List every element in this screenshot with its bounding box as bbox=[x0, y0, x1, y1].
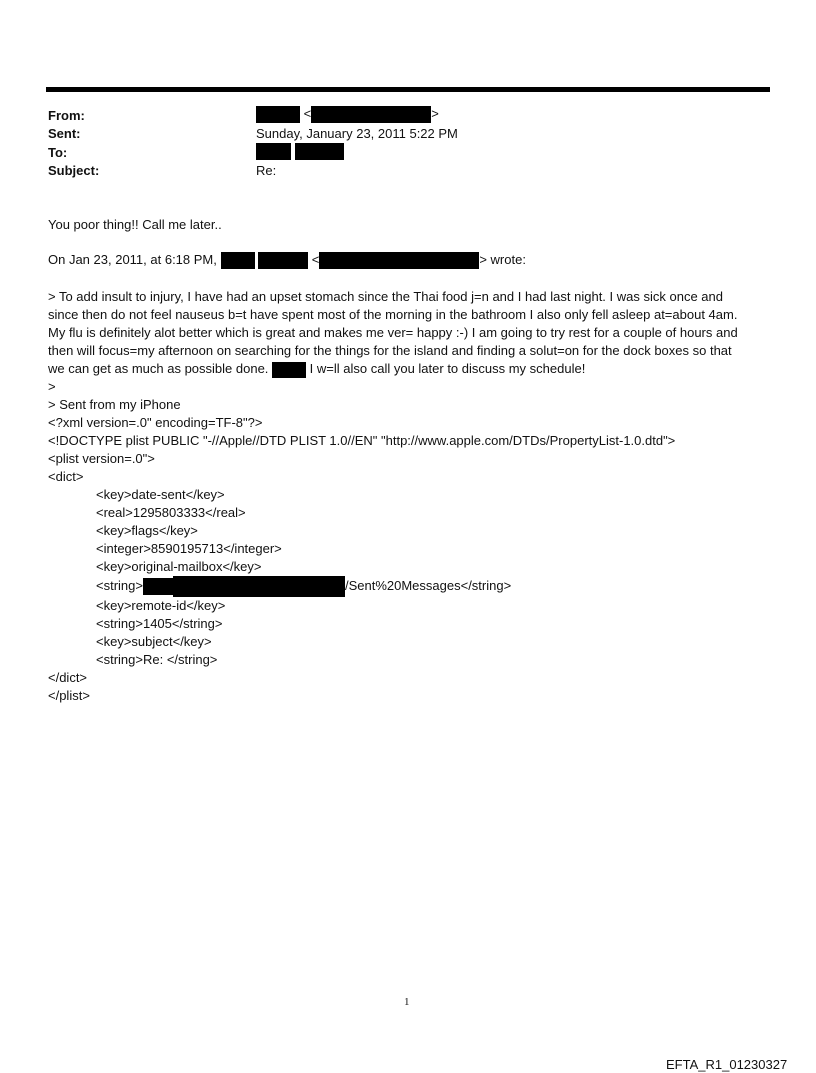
redaction-block bbox=[173, 576, 345, 597]
quote-line: we can get as much as possible done. bbox=[48, 361, 269, 376]
redaction-block bbox=[143, 578, 173, 595]
subject-label: Subject: bbox=[48, 163, 100, 178]
dict-line: <key>original-mailbox</key> bbox=[96, 559, 262, 574]
quote-line-5 bbox=[48, 360, 772, 378]
redaction-block bbox=[272, 362, 306, 378]
redaction-block bbox=[258, 252, 308, 269]
dict-close: </dict> bbox=[48, 670, 88, 685]
dict-line: /Sent%20Messages</string> bbox=[344, 577, 512, 593]
quote-line: > To add insult to injury, I have had an upset stomach since the Thai food j=n and I had last night. I was sick once and bbox=[48, 289, 723, 304]
doctype-line: <!DOCTYPE plist PUBLIC "-//Apple//DTD PLIST 1.0//EN" "http://www.apple.com/DTDs/PropertyList-1.0.dtd"> bbox=[48, 433, 676, 448]
to-label: To: bbox=[48, 145, 68, 160]
dict-line: <key>remote-id</key> bbox=[96, 598, 226, 613]
quote-line: I w=ll also call you later to discuss my schedule! bbox=[309, 361, 586, 376]
dict-line: <key>subject</key> bbox=[96, 634, 212, 649]
dict-line: <string>Re: </string> bbox=[96, 652, 218, 667]
redaction-block bbox=[256, 106, 300, 123]
dict-line: <key>date-sent</key> bbox=[96, 487, 225, 502]
subject-value: Re: bbox=[256, 163, 277, 178]
sent-value: Sunday, January 23, 2011 5:22 PM bbox=[256, 126, 458, 141]
quote-line: since then do not feel nauseus b=t have spent most of the morning in the bathroom I also only fell asleep at=about 4am. bbox=[48, 307, 738, 322]
from-lt: < bbox=[303, 106, 312, 121]
quote-line: My flu is definitely alot better which is great and makes me ver= happy :-) I am going to try rest for a couple of hours and bbox=[48, 325, 738, 340]
from-label: From: bbox=[48, 108, 85, 123]
plist-open: <plist version=.0"> bbox=[48, 451, 155, 466]
redaction-block bbox=[295, 143, 344, 160]
redaction-block bbox=[256, 143, 291, 160]
bates-number: EFTA_R1_01230327 bbox=[666, 1057, 788, 1072]
dict-line: <real>1295803333</real> bbox=[96, 505, 246, 520]
reply-text: You poor thing!! Call me later.. bbox=[48, 217, 222, 232]
dict-line: <string> bbox=[96, 577, 143, 593]
dict-line: <integer>8590195713</integer> bbox=[96, 541, 282, 556]
plist-close: </plist> bbox=[48, 688, 90, 703]
redaction-block bbox=[311, 106, 431, 123]
dict-line: <key>flags</key> bbox=[96, 523, 198, 538]
from-gt: > bbox=[431, 106, 439, 121]
sent-from-line: > Sent from my iPhone bbox=[48, 397, 181, 412]
dict-contents bbox=[48, 486, 772, 669]
from-value bbox=[256, 106, 439, 123]
quoted-message bbox=[48, 288, 772, 705]
redaction-block bbox=[221, 252, 255, 269]
to-value bbox=[256, 143, 344, 160]
dict-line: <string>1405</string> bbox=[96, 616, 223, 631]
on-lt: < bbox=[311, 252, 320, 267]
sent-label: Sent: bbox=[48, 126, 81, 141]
on-suffix: > wrote: bbox=[479, 252, 526, 267]
on-prefix: On Jan 23, 2011, at 6:18 PM, bbox=[48, 252, 217, 267]
redaction-block bbox=[319, 252, 479, 269]
quote-line: then will focus=my afternoon on searching for the things for the island and finding a solut=on for the dock boxes so that bbox=[48, 343, 732, 358]
header-rule bbox=[46, 87, 770, 92]
on-wrote-line bbox=[48, 252, 526, 269]
dict-string-line bbox=[96, 576, 772, 597]
xml-declaration: <?xml version=.0" encoding=TF-8"?> bbox=[48, 415, 263, 430]
page-number: 1 bbox=[404, 996, 410, 1008]
gt-line: > bbox=[48, 379, 56, 394]
dict-open: <dict> bbox=[48, 469, 84, 484]
